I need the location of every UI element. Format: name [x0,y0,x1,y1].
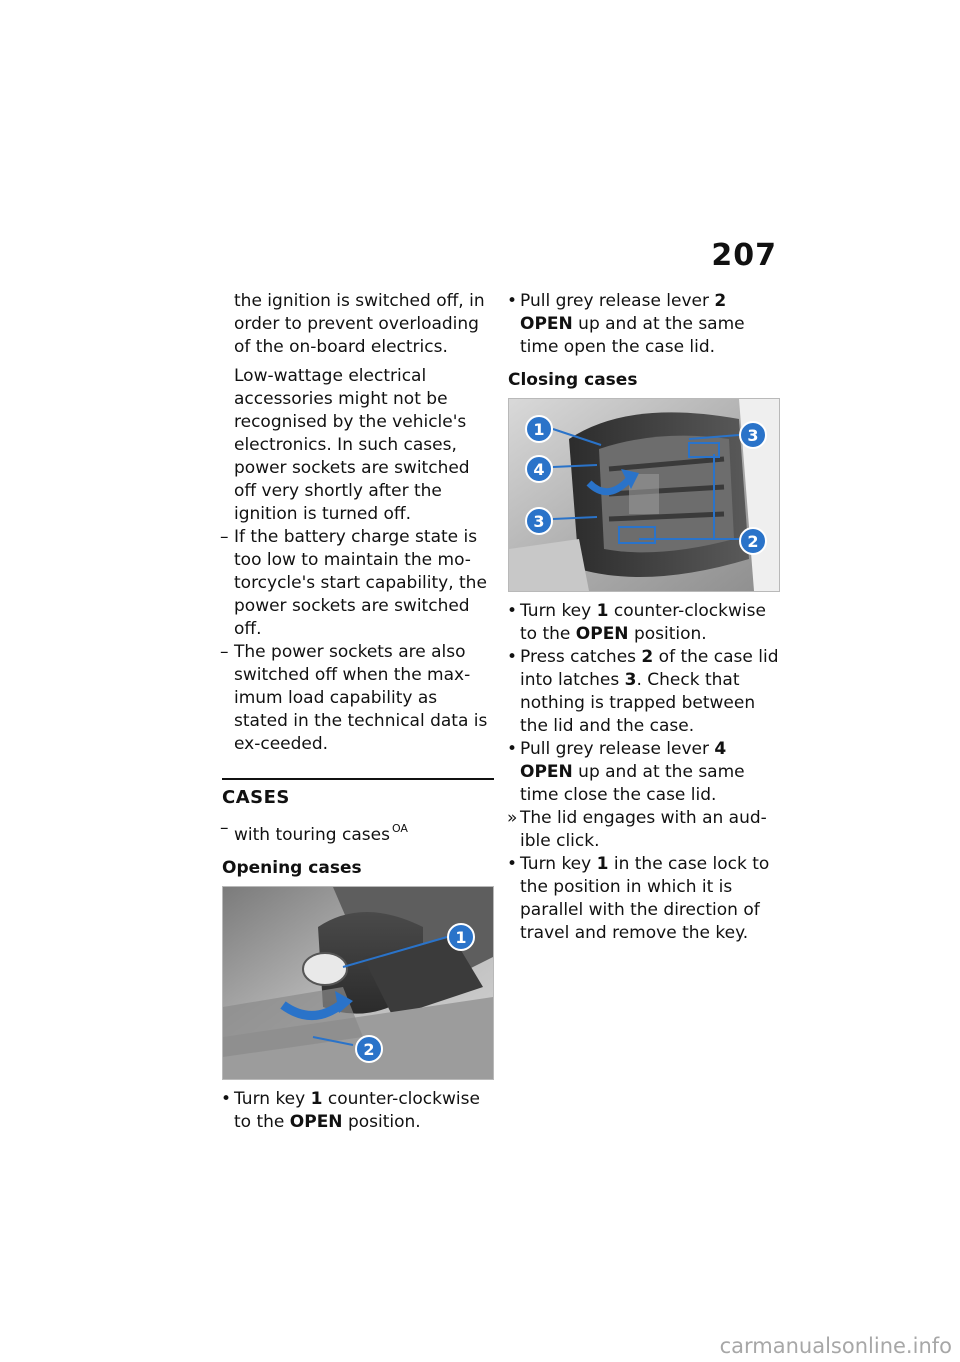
step-number: 1 [596,854,609,874]
step-number: 1 [310,1089,323,1109]
step-item: • Pull grey release lever 2 OPEN up and at the same time open the case lid. [508,290,780,359]
step-item: • Turn key 1 counter-clockwise to the OPEN position. [508,600,780,646]
page-number: 207 [711,238,777,273]
callout-label: 1 [455,928,467,947]
section-divider [222,778,494,780]
equipment-text: with touring cases [234,825,390,845]
left-column [222,290,494,1134]
right-column [508,290,780,945]
note-paragraph: Low-wattage electrical accessories might not be recognised by the vehicle's electronics. In such cases, power sockets are switched off very shortly after the ignition is turned off. [234,366,470,524]
step-item: • Turn key 1 counter-clockwise to the OPEN position. [222,1088,494,1134]
step-number: 2 [641,647,654,667]
section-title: CASES [222,787,290,808]
watermark-footer: carmanualsonline.info [719,1334,952,1358]
step-item: • Turn key 1 in the case lock to the position in which it is parallel with the direction of travel and remove the key. [508,853,780,945]
callout-3-right [740,422,766,448]
callout-2 [356,1036,382,1062]
opening-cases-figure [222,886,494,1080]
dash-item: – The power sockets are also switched off when the max-imum load capability as stated in the technical data is ex-ceeded. [222,641,494,756]
open-label: OPEN [575,624,629,644]
open-label: OPEN [520,314,573,334]
result-item: » The lid engages with an aud-ible click. [508,807,780,853]
callout-label: 4 [533,460,545,479]
step-item: • Press catches 2 of the case lid into latches 3. Check that nothing is trapped between the lid and the case. [508,646,780,738]
closing-heading: Closing cases [508,370,638,390]
optional-accessory-mark: OA [391,822,408,835]
opening-heading: Opening cases [222,858,362,878]
callout-label: 3 [747,426,759,445]
open-label: OPEN [289,1112,343,1132]
closing-cases-figure [508,398,780,592]
callout-label: 2 [747,532,759,551]
callout-1 [448,924,474,950]
callout-label: 2 [363,1040,375,1059]
step-number: 2 [714,291,727,311]
callout-3-left [526,508,552,534]
callout-label: 1 [533,420,545,439]
step-number: 4 [714,739,727,759]
open-label: OPEN [520,762,573,782]
step-item: • Pull grey release lever 4 OPEN up and at the same time close the case lid. [508,738,780,807]
equipment-line [222,817,494,847]
step-number: 3 [624,670,637,690]
callout-2 [740,528,766,554]
callout-label: 3 [533,512,545,531]
intro-paragraph: the ignition is switched off, in order to prevent overloading of the on-board electrics. [234,291,485,357]
callout-1 [526,416,552,442]
dash-item: – If the battery charge state is too low to maintain the mo-torcycle's start capability, the power sockets are switched off. [222,526,494,641]
step-number: 1 [596,601,609,621]
callout-4 [526,456,552,482]
